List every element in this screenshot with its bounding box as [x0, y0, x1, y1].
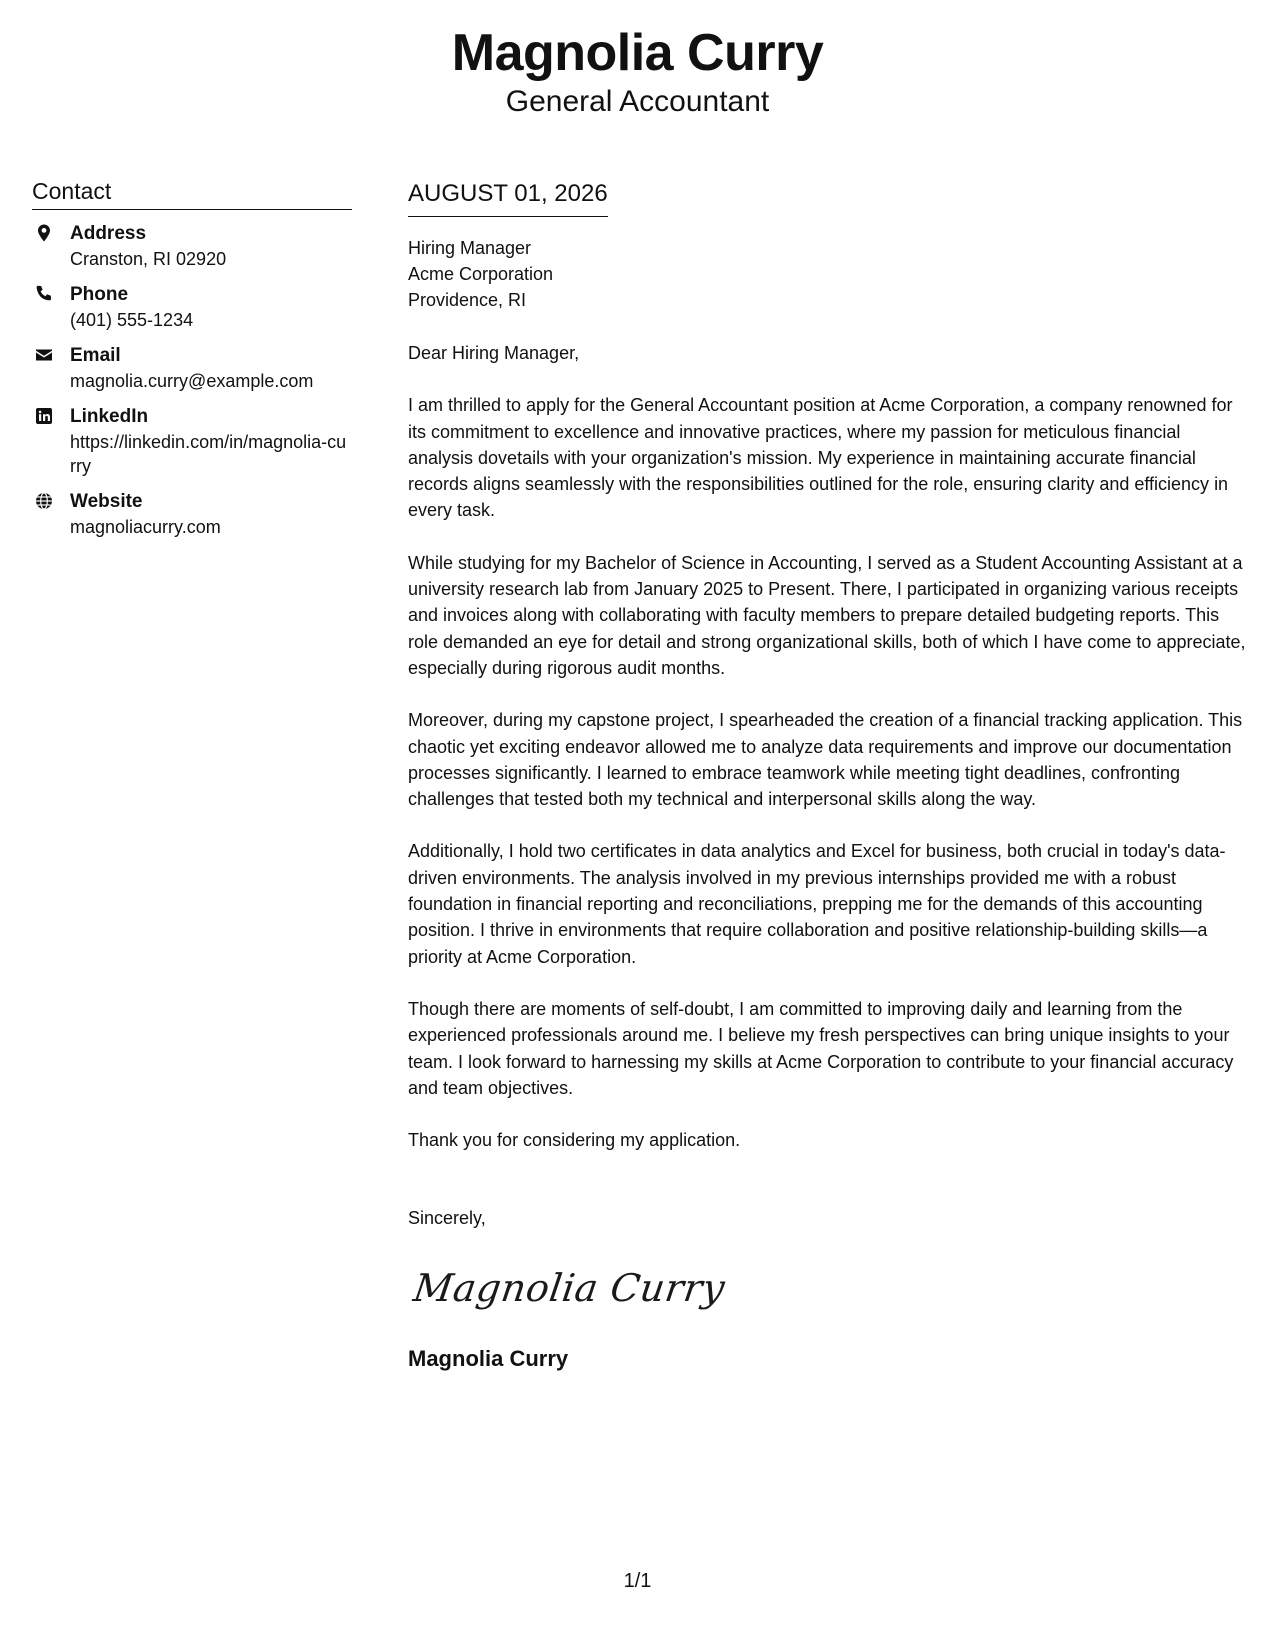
contact-address [32, 221, 352, 271]
recipient-line: Hiring Manager [408, 238, 532, 258]
contact-label: LinkedIn [70, 406, 149, 427]
paragraph: Though there are moments of self-doubt, I am committed to improving daily and learning from the experienced professionals around me. I believe my fresh perspectives can bring unique insights to your team. I look forward to harnessing my skills at Acme Corporation to contribute to your financial accuracy and team objectives. [408, 998, 1234, 1098]
applicant-title: General Accountant [505, 85, 770, 118]
contact-label: Phone [70, 284, 129, 305]
paragraph: Additionally, I hold two certificates in data analytics and Excel for business, both crucial in today's data-driven environments. The analysis involved in my previous internships provided me with a robust foundation in financial reporting and reconciliations, prepping me for the demands of this accounting position. I thrive in environments that require collaboration and positive relationship-building skills—a priority at Acme Corporation. [408, 841, 1226, 967]
handwritten-signature: Magnolia Curry [410, 1265, 728, 1310]
recipient-block [408, 235, 1250, 313]
globe-icon [34, 491, 54, 511]
recipient-line: Providence, RI [408, 290, 527, 310]
phone-icon [34, 284, 54, 304]
applicant-name: Magnolia Curry [451, 24, 824, 82]
contact-value: Cranston, RI 02920 [70, 249, 227, 269]
contact-heading: Contact [32, 176, 352, 210]
contact-value: magnolia.curry@example.com [70, 371, 314, 391]
contact-phone [32, 282, 352, 332]
linkedin-icon [34, 406, 54, 426]
contact-sidebar [32, 176, 352, 539]
contact-value: https://linkedin.com/in/magnolia-curry [70, 432, 347, 476]
recipient-line: Acme Corporation [408, 264, 554, 284]
contact-value: (401) 555-1234 [70, 310, 194, 330]
letter-body [408, 178, 1250, 1374]
paragraph: Moreover, during my capstone project, I spearheaded the creation of a financial tracking application. This chaotic yet exciting endeavor allowed me to analyze data requirements and improve our documentation processes significantly. I learned to embrace teamwork while meeting tight deadlines, confronting challenges that tested both my technical and interpersonal skills along the way. [408, 710, 1243, 810]
closing: Sincerely, [408, 1208, 486, 1229]
contact-label: Email [70, 345, 121, 366]
salutation: Dear Hiring Manager, [408, 343, 580, 363]
letter-date: AUGUST 01, 2026 [408, 178, 608, 217]
envelope-icon [34, 345, 54, 365]
map-pin-icon [34, 223, 54, 243]
paragraph: While studying for my Bachelor of Science in Accounting, I served as a Student Accounting Assistant at a university research lab from January 2025 to Present. There, I participated in organizing various receipts and invoices along with collaborating with faculty members to prepare detailed budgeting reports. This role demanded an eye for detail and strong organizational skills, both of which I have come to appreciate, especially during rigorous audit months. [408, 552, 1246, 678]
contact-website [32, 489, 352, 539]
page-number: 1/1 [623, 1570, 652, 1592]
letter-header [0, 22, 1275, 120]
contact-label: Website [70, 491, 143, 512]
signer-name: Magnolia Curry [408, 1345, 569, 1371]
contact-value: magnoliacurry.com [70, 517, 221, 537]
contact-label: Address [70, 223, 147, 244]
paragraph: Thank you for considering my application. [408, 1130, 741, 1151]
paragraph: I am thrilled to apply for the General Accountant position at Acme Corporation, a company renowned for its commitment to excellence and innovative practices, where my passion for meticulous financial analysis dovetails with your organization's mission. My experience in maintaining accurate financial records aligns seamlessly with the responsibilities outlined for the role, ensuring clarity and efficiency in every task. [408, 395, 1233, 521]
contact-email [32, 343, 352, 393]
contact-linkedin [32, 404, 352, 478]
